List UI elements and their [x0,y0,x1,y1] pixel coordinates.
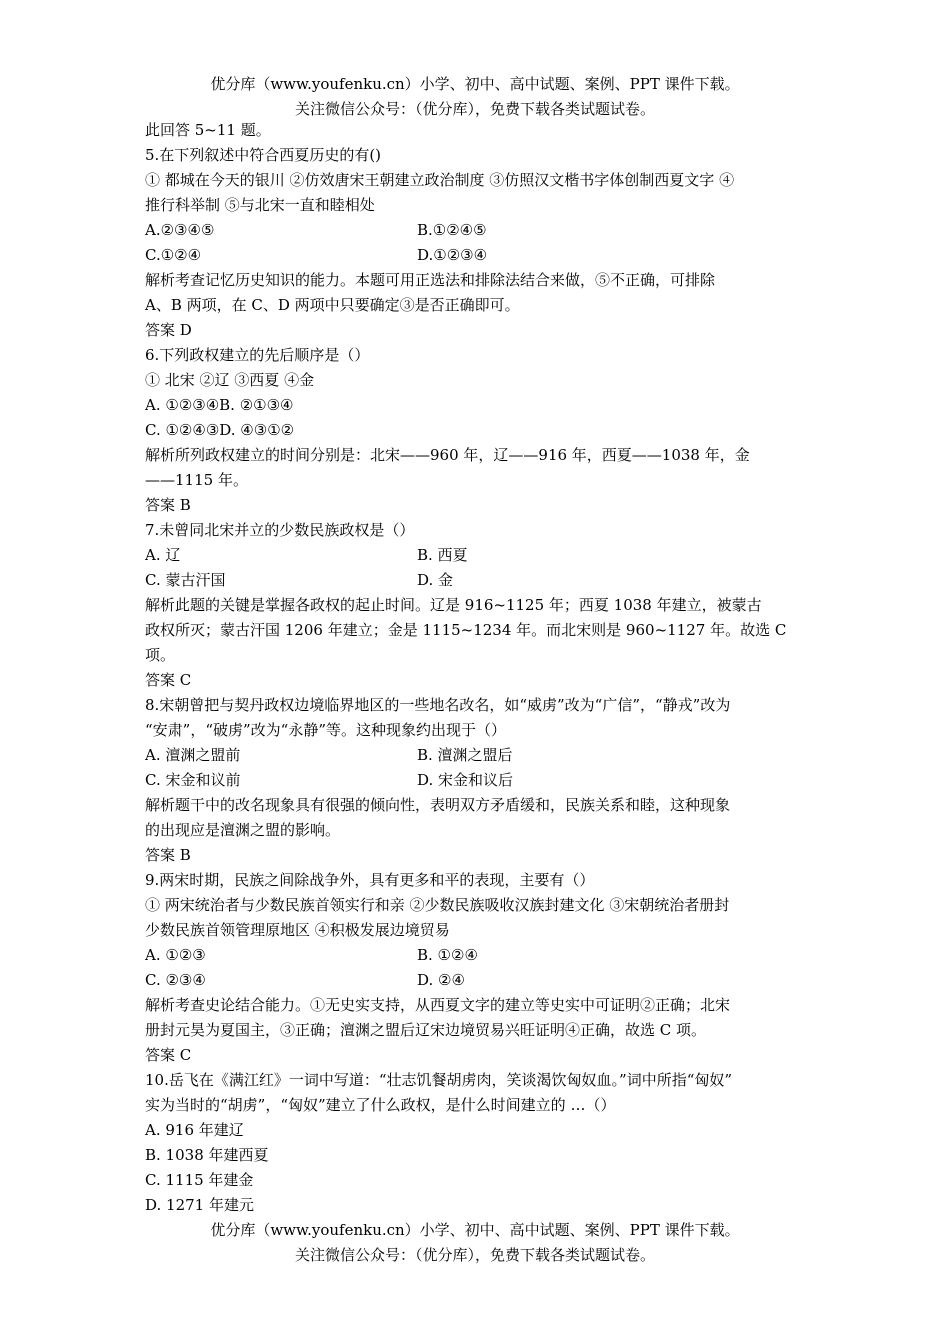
q5-option-a: A.②③④⑤ [145,221,215,239]
q5-analysis-line-1: 解析考查记忆历史知识的能力。本题可用正选法和排除法结合来做，⑤不正确，可排除 [145,271,716,289]
q9-options-row-2 [145,968,810,993]
q5-options-row-1 [145,218,810,243]
q9-items-line-2: 少数民族首领管理原地区 ④积极发展边境贸易 [145,921,450,939]
q7-analysis-line-1: 解析此题的关键是掌握各政权的起止时间。辽是 916~1125 年；西夏 1038 年建立，被蒙古 [145,596,762,614]
q9-items-line-1: ① 两宋统治者与少数民族首领实行和亲 ②少数民族吸收汉族封建文化 ③宋朝统治者册封 [145,896,730,914]
q10-stem-line-2: 实为当时的“胡虏”，“匈奴”建立了什么政权，是什么时间建立的 …（） [145,1096,616,1114]
q6-analysis-line-2: ——1115 年。 [145,471,248,489]
q6-stem: 6.下列政权建立的先后顺序是（） [145,346,370,364]
header-line-2: 关注微信公众号：（优分库），免费下载各类试题试卷。 [294,100,655,118]
footer-line-1: 优分库（www.youfenku.cn）小学、初中、高中试题、案例、PPT 课件下载。 [210,1221,740,1239]
q7-options-row-2 [145,568,810,593]
q5-options-row-2 [145,243,810,268]
q10-stem-line-1: 10.岳飞在《满江红》一词中写道：“壮志饥餐胡虏肉，笑谈渴饮匈奴血。”词中所指“匈奴” [145,1071,733,1089]
q9-stem: 9.两宋时期，民族之间除战争外，具有更多和平的表现，主要有（） [145,871,595,889]
q9-analysis-line-2: 册封元昊为夏国主，③正确；澶渊之盟后辽宋边境贸易兴旺证明④正确，故选 C 项。 [145,1021,707,1039]
q7-analysis-line-2: 政权所灭；蒙古汗国 1206 年建立；金是 1115~1234 年。而北宋则是 960~1127 年。故选 C [145,621,787,639]
q7-options-row-1 [145,543,810,568]
q6-options-ab: A. ①②③④B. ②①③④ [145,396,294,414]
q9-option-a: A. ①②③ [145,946,206,964]
footer-line-2: 关注微信公众号：（优分库），免费下载各类试题试卷。 [294,1246,655,1264]
intro-text: 此回答 5~11 题。 [145,121,271,139]
q5-option-b: B.①②④⑤ [417,221,487,239]
q5-analysis-line-2: A、B 两项，在 C、D 两项中只要确定③是否正确即可。 [145,296,520,314]
q6-items: ① 北宋 ②辽 ③西夏 ④金 [145,371,315,389]
q7-option-b: B. 西夏 [417,546,468,564]
q8-option-d: D. 宋金和议后 [417,771,514,789]
q8-analysis-line-1: 解析题干中的改名现象具有很强的倾向性，表明双方矛盾缓和，民族关系和睦，这种现象 [145,796,731,814]
q8-option-b: B. 澶渊之盟后 [417,746,513,764]
q8-stem-line-2: “安肃”，“破虏”改为“永静”等。这种现象约出现于（） [145,721,507,739]
q7-option-a: A. 辽 [145,546,181,564]
q8-analysis-line-2: 的出现应是澶渊之盟的影响。 [145,821,341,839]
q6-options-cd: C. ①②④③D. ④③①② [145,421,295,439]
q10-option-a: A. 916 年建辽 [145,1121,244,1139]
q9-option-c: C. ②③④ [145,971,206,989]
q10-option-b: B. 1038 年建西夏 [145,1146,269,1164]
q10-option-d: D. 1271 年建元 [145,1196,254,1214]
q8-answer: 答案 B [145,846,191,864]
q10-option-c: C. 1115 年建金 [145,1171,254,1189]
q8-option-a: A. 澶渊之盟前 [145,746,241,764]
q8-stem-line-1: 8.宋朝曾把与契丹政权边境临界地区的一些地名改名，如“威虏”改为“广信”，“静戎”改为 [145,696,731,714]
q5-answer: 答案 D [145,321,192,339]
q6-answer: 答案 B [145,496,191,514]
q9-options-row-1 [145,943,810,968]
q7-answer: 答案 C [145,671,192,689]
q5-option-c: C.①②④ [145,246,202,264]
q5-items-line-1: ① 都城在今天的银川 ②仿效唐宋王朝建立政治制度 ③仿照汉文楷书字体创制西夏文字 ④ [145,171,735,189]
q7-analysis-line-3: 项。 [145,646,176,664]
q8-options-row-1 [145,743,810,768]
q7-option-c: C. 蒙古汗国 [145,571,226,589]
q9-option-d: D. ②④ [417,971,465,989]
q8-option-c: C. 宋金和议前 [145,771,241,789]
q5-stem: 5.在下列叙述中符合西夏历史的有() [145,146,382,164]
q5-items-line-2: 推行科举制 ⑤与北宋一直和睦相处 [145,196,375,214]
q9-analysis-line-1: 解析考查史论结合能力。①无史实支持，从西夏文字的建立等史实中可证明②正确；北宋 [145,996,731,1014]
q7-option-d: D. 金 [417,571,454,589]
q5-option-d: D.①②③④ [417,246,488,264]
q9-option-b: B. ①②④ [417,946,478,964]
q6-analysis-line-1: 解析所列政权建立的时间分别是：北宋——960 年，辽——916 年，西夏——1038 年，金 [145,446,750,464]
q7-stem: 7.未曾同北宋并立的少数民族政权是（） [145,521,415,539]
q8-options-row-2 [145,768,810,793]
document-body [145,118,810,1218]
header-line-1: 优分库（www.youfenku.cn）小学、初中、高中试题、案例、PPT 课件下载。 [210,75,740,93]
q9-answer: 答案 C [145,1046,192,1064]
